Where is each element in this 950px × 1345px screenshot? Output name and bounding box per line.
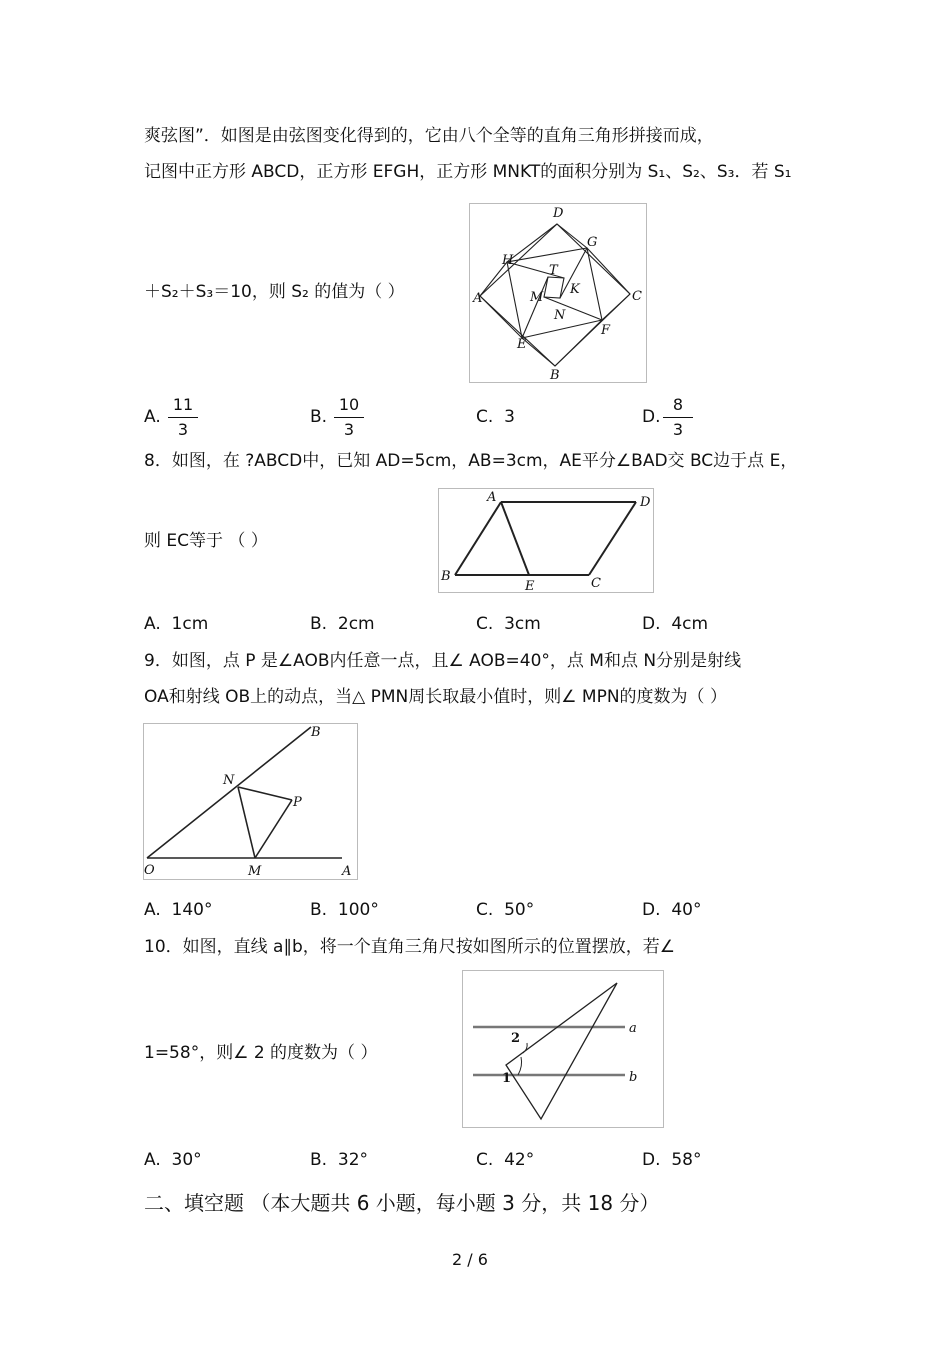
q10-line1: 10．如图，直线 a∥b，将一个直角三角尺按如图所示的位置摆放，若∠ xyxy=(144,937,675,957)
q10-option-b: B. 32° xyxy=(310,1150,369,1170)
q7-label-E: E xyxy=(517,337,527,352)
q7-label-M: M xyxy=(530,290,544,305)
q9-label-N: N xyxy=(223,773,235,788)
q7-option-d: D. xyxy=(642,407,661,427)
q8-option-c-value: 3cm xyxy=(504,614,541,634)
q8-label-E: E xyxy=(525,579,535,592)
q9-label-B: B xyxy=(311,725,321,740)
q9-option-c-value: 50° xyxy=(504,900,535,920)
q9-option-d: D. 40° xyxy=(642,900,702,920)
q10-label-b: b xyxy=(629,1070,638,1085)
q10-option-d-value: 58° xyxy=(671,1150,702,1170)
q7-label-B: B xyxy=(550,368,560,382)
q9-line1: 9．如图，点 P 是∠AOB内任意一点，且∠ AOB=40°，点 M和点 N分别是射线 xyxy=(144,651,742,671)
q8-label-D: D xyxy=(640,495,651,510)
q8-label-A: A xyxy=(487,490,497,505)
q10-option-c-value: 42° xyxy=(504,1150,535,1170)
q7-label-A: A xyxy=(473,291,483,306)
q7-line2: 记图中正方形 ABCD，正方形 EFGH，正方形 MNKT的面积分别为 S₁、S₂、S₃．若 S₁ xyxy=(144,162,792,182)
page-number: 2 / 6 xyxy=(452,1250,488,1269)
q10-label-1: 1 xyxy=(502,1071,512,1086)
q7-option-b-denominator: 3 xyxy=(343,420,355,439)
q9-line2: OA和射线 OB上的动点，当△ PMN周长取最小值时，则∠ MPN的度数为（ ） xyxy=(144,687,727,707)
q7-label-C: C xyxy=(632,289,642,304)
q7-option-b-fraction xyxy=(334,395,364,440)
q7-option-a-numerator: 11 xyxy=(172,395,194,414)
q7-label-T: T xyxy=(549,263,558,278)
q8-label-C: C xyxy=(591,576,601,591)
q7-option-c: C. 3 xyxy=(476,407,515,427)
q7-label-N: N xyxy=(554,308,566,323)
q9-option-b-value: 100° xyxy=(337,900,379,920)
q8-option-d: D. 4cm xyxy=(642,614,709,634)
q9-option-b: B. 100° xyxy=(310,900,379,920)
q7-line1: 爽弦图”．如图是由弦图变化得到的，它由八个全等的直角三角形拼接而成， xyxy=(144,126,714,146)
q8-line1: 8．如图，在 ?ABCD中，已知 AD=5cm，AB=3cm，AE平分∠BAD交 BC边于点 E， xyxy=(144,451,798,471)
q9-label-P: P xyxy=(293,795,302,810)
q8-option-a-value: 1cm xyxy=(171,614,209,634)
q10-label-a: a xyxy=(629,1021,637,1036)
q7-option-a-denominator: 3 xyxy=(177,420,189,439)
q9-label-O: O xyxy=(144,863,155,878)
q7-option-d-numerator: 8 xyxy=(672,395,684,414)
q10-option-a-value: 30° xyxy=(171,1150,202,1170)
q7-line3: ＋S₂＋S₃＝10，则 S₂ 的值为（ ） xyxy=(144,282,405,302)
q7-label-F: F xyxy=(601,323,611,338)
q8-option-b-value: 2cm xyxy=(337,614,375,634)
q7-option-b-numerator: 10 xyxy=(338,395,360,414)
q9-option-c: C. 50° xyxy=(476,900,535,920)
q10-figure xyxy=(462,970,664,1128)
q7-option-c-value: 3 xyxy=(504,407,515,427)
q8-option-b: B. 2cm xyxy=(310,614,375,634)
q9-option-a: A. 140° xyxy=(144,900,213,920)
q7-label-D: D xyxy=(553,206,564,221)
q8-option-c: C. 3cm xyxy=(476,614,541,634)
q9-label-A: A xyxy=(342,864,352,879)
q7-label-K: K xyxy=(570,282,580,297)
q7-figure xyxy=(469,203,647,383)
q7-option-d-fraction xyxy=(663,395,693,440)
q7-label-H: H xyxy=(502,253,514,268)
q8-option-a: A. 1cm xyxy=(144,614,209,634)
q7-option-a-fraction xyxy=(168,395,198,440)
section-heading: 二、填空题 （本大题共 6 小题，每小题 3 分，共 18 分） xyxy=(144,1191,660,1215)
q10-option-b-value: 32° xyxy=(337,1150,369,1170)
q9-label-M: M xyxy=(248,864,262,879)
q9-option-d-value: 40° xyxy=(671,900,702,920)
q8-figure xyxy=(438,488,654,593)
q10-option-a: A. 30° xyxy=(144,1150,202,1170)
q8-option-d-value: 4cm xyxy=(671,614,709,634)
q8-label-B: B xyxy=(441,569,451,584)
q10-option-d: D. 58° xyxy=(642,1150,702,1170)
q9-figure xyxy=(143,723,358,880)
q10-line2: 1=58°，则∠ 2 的度数为（ ） xyxy=(144,1043,378,1063)
q10-label-2: 2 xyxy=(511,1031,521,1046)
q10-option-c: C. 42° xyxy=(476,1150,535,1170)
q7-option-b: B. xyxy=(310,407,328,427)
q7-option-d-denominator: 3 xyxy=(672,420,684,439)
q9-option-a-value: 140° xyxy=(171,900,213,920)
q7-label-G: G xyxy=(587,235,598,250)
q8-line2: 则 EC等于 （ ） xyxy=(144,531,268,551)
q7-option-a: A. xyxy=(144,407,161,427)
